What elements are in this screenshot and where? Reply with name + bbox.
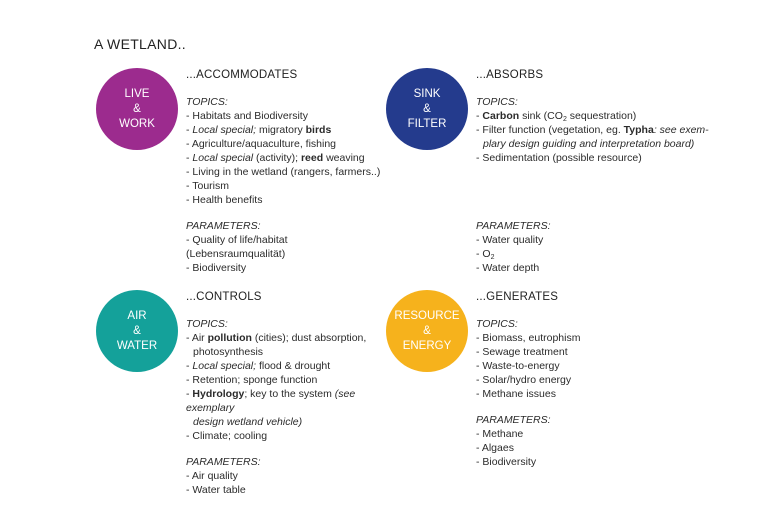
circle-label-line2: & [133,324,141,337]
topic-item: - Filter function (vegetation, eg. Typha: see exem- [476,124,709,136]
topic-item: - Methane issues [476,388,556,400]
topics-label: TOPICS: [186,318,228,330]
parameter-item: - Methane [476,428,524,440]
topic-item: - Tourism [186,180,229,192]
parameter-item: - Biodiversity [476,456,537,468]
circle-label-line3: WORK [119,117,155,130]
topic-item: - Sedimentation (possible resource) [476,152,642,164]
topic-item: - Living in the wetland (rangers, farmers..) [186,166,381,178]
circle-label-line2: & [423,324,431,337]
circle-label-line1: LIVE [124,87,150,100]
circle-label-line2: & [423,102,431,115]
page-title: A WETLAND.. [94,36,186,52]
live-work-circle [96,68,178,150]
topic-item: - Local special (activity); reed weaving [186,152,365,164]
absorbs-section [476,68,716,275]
section-heading: ...CONTROLS [186,291,262,303]
topic-item-continued: photosynthesis [193,346,264,358]
topic-item: - Local special; migratory birds [186,124,332,136]
topics-label: TOPICS: [476,96,518,108]
resource-energy-circle [386,290,468,372]
parameter-item: - Water table [186,484,246,496]
parameter-item: - Biodiversity [186,262,247,274]
accommodates-section [186,68,386,275]
parameter-item: - Quality of life/habitat (Lebensraumqualität) [186,234,288,260]
circle-label-line3: FILTER [407,117,447,130]
topic-item-continued: design wetland vehicle) [193,416,303,428]
topic-item: - Hydrology; key to the system (see exemplary [186,388,356,414]
topic-item: - Air pollution (cities); dust absorption, [186,332,367,344]
circle-label-line1: SINK [413,87,441,100]
section-heading: ...ABSORBS [476,69,544,81]
sink-filter-circle [386,68,468,150]
topic-item: - Local special; flood & drought [186,360,331,372]
topic-item: - Waste-to-energy [476,360,560,372]
air-water-circle [96,290,178,372]
circle-label-line2: & [133,102,141,115]
topic-item-continued: plary design guiding and interpretation board) [483,138,695,150]
topic-item: - Agriculture/aquaculture, fishing [186,138,336,150]
circle-label-line1: RESOURCE [394,309,460,322]
topic-item: - Solar/hydro energy [476,374,572,386]
topic-item: - Climate; cooling [186,430,268,442]
parameter-item: - Algaes [476,442,514,454]
section-heading: ...GENERATES [476,291,559,303]
topics-label: TOPICS: [186,96,228,108]
generates-section [476,290,676,469]
topics-label: TOPICS: [476,318,518,330]
parameter-item: - Water depth [476,262,540,274]
parameters-label: PARAMETERS: [186,456,261,468]
parameter-item: - Water quality [476,234,544,246]
section-heading: ...ACCOMMODATES [186,69,298,81]
topic-item: - Habitats and Biodiversity [186,110,308,122]
topic-item: - Sewage treatment [476,346,568,358]
topic-item: - Carbon sink ($CO_2$ sequestration) [476,110,637,123]
parameters-label: PARAMETERS: [476,414,551,426]
topic-item: - Retention; sponge function [186,374,318,386]
parameters-label: PARAMETERS: [186,220,261,232]
controls-section [186,290,396,497]
circle-label-line3: ENERGY [402,339,452,352]
parameter-item: - Air quality [186,470,238,482]
circle-label-line3: WATER [116,339,158,352]
parameter-item: - $O_2$ [476,248,495,261]
parameters-label: PARAMETERS: [476,220,551,232]
topic-item: - Biomass, eutrophism [476,332,581,344]
circle-label-line1: AIR [127,309,147,322]
topic-item: - Health benefits [186,194,263,206]
